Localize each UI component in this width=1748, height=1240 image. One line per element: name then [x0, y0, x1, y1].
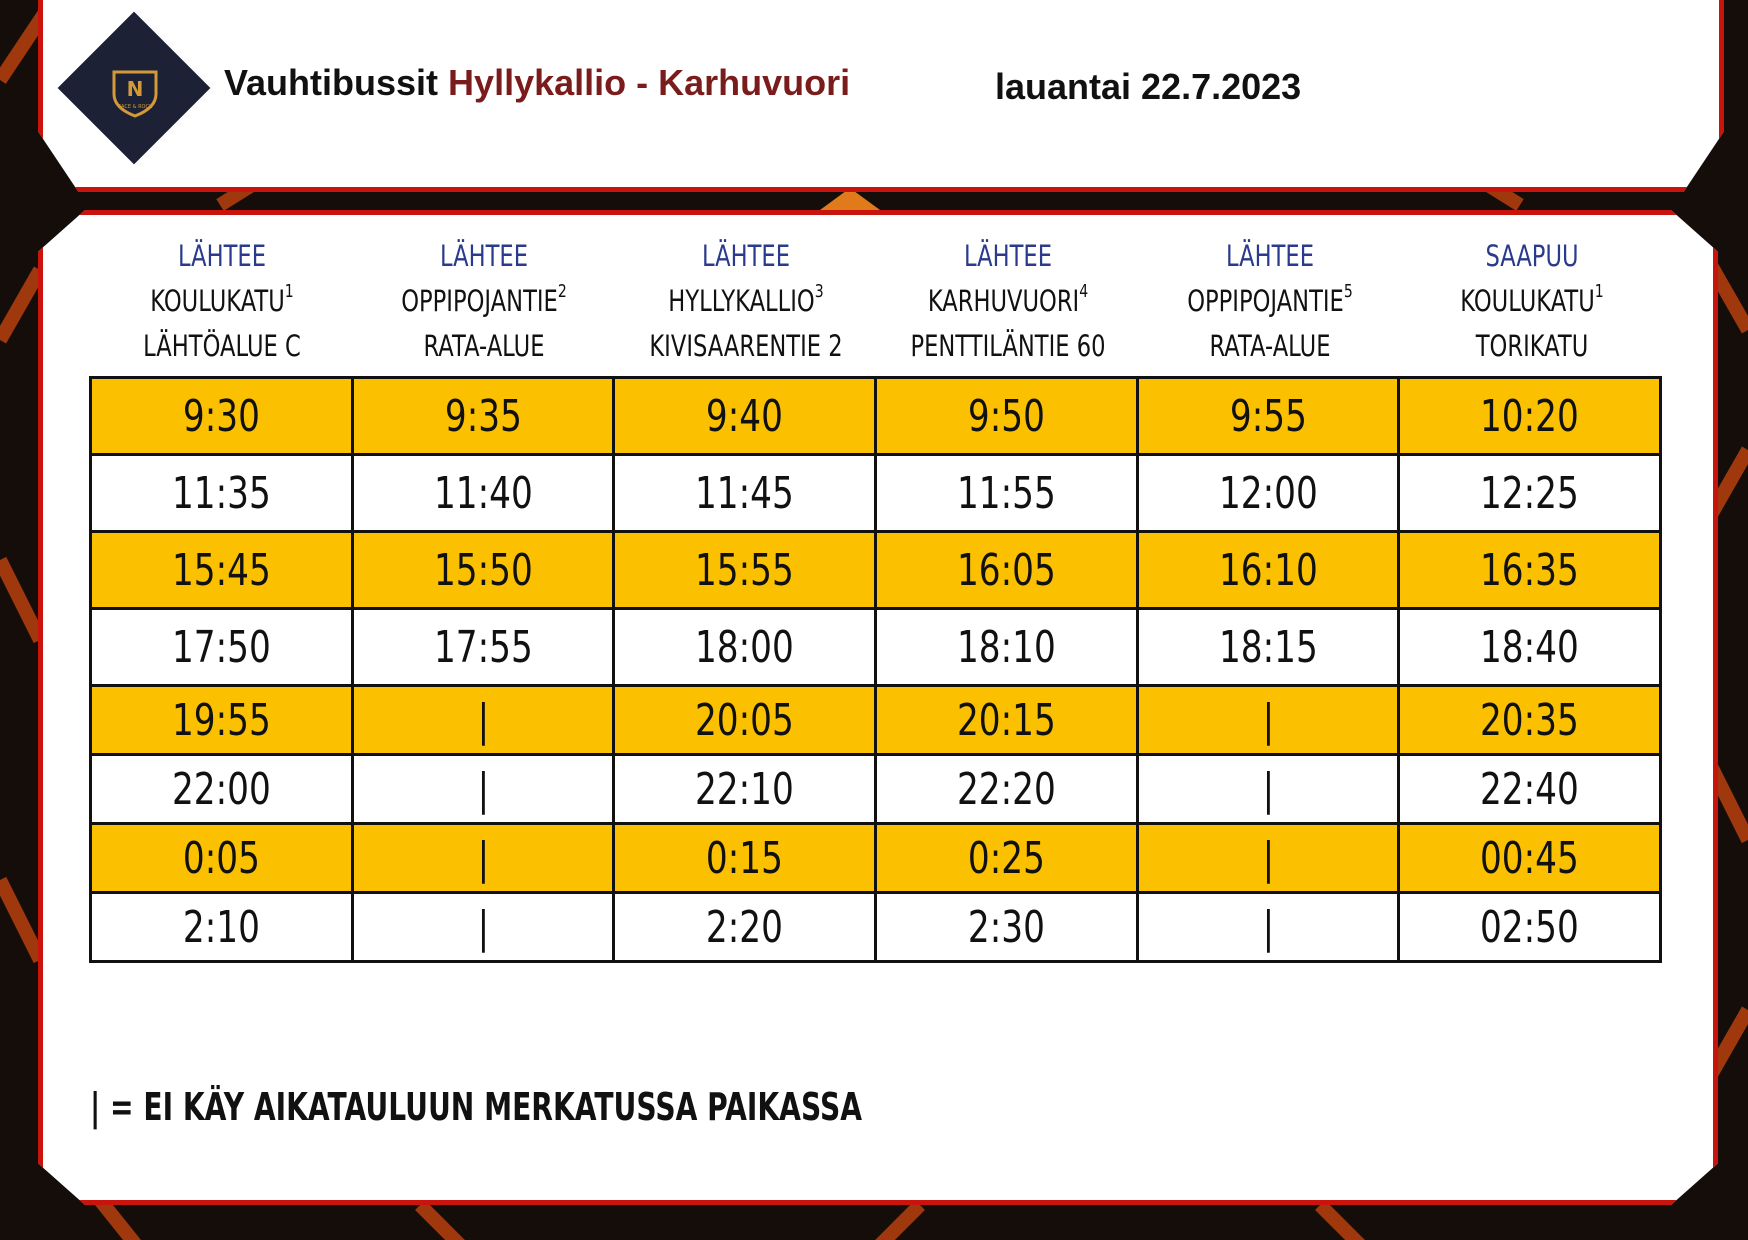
column-stop: KARHUVUORI: [927, 284, 1080, 318]
table-cell: 11:45: [614, 455, 876, 532]
table-cell: |: [352, 686, 614, 755]
table-cell: 16:35: [1399, 532, 1661, 609]
table-cell: 12:25: [1399, 455, 1661, 532]
table-cell: |: [352, 893, 614, 962]
table-cell: 17:55: [352, 609, 614, 686]
table-cell: 10:20: [1399, 378, 1661, 455]
column-stop: OPPIPOJANTIE: [1187, 284, 1344, 318]
table-cell: 0:05: [91, 824, 353, 893]
title-prefix: Vauhtibussit: [224, 62, 439, 103]
stop-footnote: 5: [1343, 281, 1353, 302]
column-action: LÄHTEE: [701, 239, 790, 273]
table-cell: 12:00: [1137, 455, 1399, 532]
table-cell: 22:10: [614, 755, 876, 824]
table-row: [91, 455, 1661, 532]
column-action: LÄHTEE: [177, 239, 266, 273]
table-cell: 02:50: [1399, 893, 1661, 962]
table-cell: |: [1137, 893, 1399, 962]
column-stop: HYLLYKALLIO: [668, 284, 815, 318]
table-cell: 9:55: [1137, 378, 1399, 455]
table-cell: 9:35: [352, 378, 614, 455]
column-detail: RATA-ALUE: [1209, 329, 1331, 363]
table-row: [91, 609, 1661, 686]
column-header: [382, 234, 586, 369]
table-cell: |: [1137, 824, 1399, 893]
column-stop: KOULUKATU: [150, 284, 285, 318]
table-cell: 19:55: [91, 686, 353, 755]
timetable: [89, 376, 1662, 963]
column-header: [120, 234, 324, 369]
table-row: [91, 532, 1661, 609]
svg-text:N: N: [126, 77, 144, 101]
table-cell: 2:20: [614, 893, 876, 962]
table-cell: 11:40: [352, 455, 614, 532]
page-title: [224, 62, 850, 104]
table-cell: 0:15: [614, 824, 876, 893]
stop-footnote: 4: [1079, 281, 1089, 302]
table-cell: 15:45: [91, 532, 353, 609]
table-cell: 9:40: [614, 378, 876, 455]
table-row: [91, 893, 1661, 962]
column-stop: KOULUKATU: [1460, 284, 1595, 318]
table-cell: 17:50: [91, 609, 353, 686]
column-detail: PENTTILÄNTIE 60: [910, 329, 1106, 363]
table-cell: 22:20: [875, 755, 1137, 824]
column-header: [1168, 234, 1372, 369]
stop-footnote: 3: [814, 281, 824, 302]
schedule-date: lauantai 22.7.2023: [995, 66, 1302, 107]
table-cell: 9:30: [91, 378, 353, 455]
table-row: [91, 824, 1661, 893]
column-detail: RATA-ALUE: [423, 329, 545, 363]
table-cell: 18:00: [614, 609, 876, 686]
table-cell: 18:40: [1399, 609, 1661, 686]
stop-footnote: 1: [1594, 281, 1604, 302]
table-cell: 11:35: [91, 455, 353, 532]
column-header: [906, 234, 1110, 369]
column-action: SAAPUU: [1485, 239, 1579, 273]
column-detail: TORIKATU: [1475, 329, 1589, 363]
column-action: LÄHTEE: [1225, 239, 1314, 273]
table-cell: 18:15: [1137, 609, 1399, 686]
table-row: [91, 686, 1661, 755]
table-cell: 16:10: [1137, 532, 1399, 609]
table-cell: 15:50: [352, 532, 614, 609]
column-detail: LÄHTÖALUE C: [143, 329, 301, 363]
logo-text: RACE & ROCK: [117, 104, 153, 110]
stop-footnote: 1: [284, 281, 294, 302]
table-cell: 0:25: [875, 824, 1137, 893]
table-cell: 2:10: [91, 893, 353, 962]
table-cell: 20:35: [1399, 686, 1661, 755]
stop-footnote: 2: [557, 281, 567, 302]
legend-note: | = EI KÄY AIKATAULUUN MERKATUSSA PAIKASSA: [90, 1085, 862, 1129]
logo: [58, 12, 210, 164]
table-cell: 18:10: [875, 609, 1137, 686]
table-cell: 11:55: [875, 455, 1137, 532]
column-header: [644, 234, 848, 369]
table-cell: 20:15: [875, 686, 1137, 755]
column-action: LÄHTEE: [439, 239, 528, 273]
table-cell: 22:00: [91, 755, 353, 824]
table-cell: |: [352, 755, 614, 824]
table-row: [91, 755, 1661, 824]
table-cell: 15:55: [614, 532, 876, 609]
table-cell: |: [352, 824, 614, 893]
column-header: [1430, 234, 1634, 369]
column-stop: OPPIPOJANTIE: [401, 284, 558, 318]
title-route: Hyllykallio - Karhuvuori: [448, 62, 851, 103]
column-action: LÄHTEE: [963, 239, 1052, 273]
table-cell: 00:45: [1399, 824, 1661, 893]
table-cell: 20:05: [614, 686, 876, 755]
table-cell: |: [1137, 755, 1399, 824]
table-cell: 16:05: [875, 532, 1137, 609]
table-cell: 22:40: [1399, 755, 1661, 824]
table-row: [91, 378, 1661, 455]
table-cell: 9:50: [875, 378, 1137, 455]
shield-logo-icon: [108, 64, 162, 118]
column-detail: KIVISAARENTIE 2: [649, 329, 843, 363]
table-cell: 2:30: [875, 893, 1137, 962]
table-cell: |: [1137, 686, 1399, 755]
